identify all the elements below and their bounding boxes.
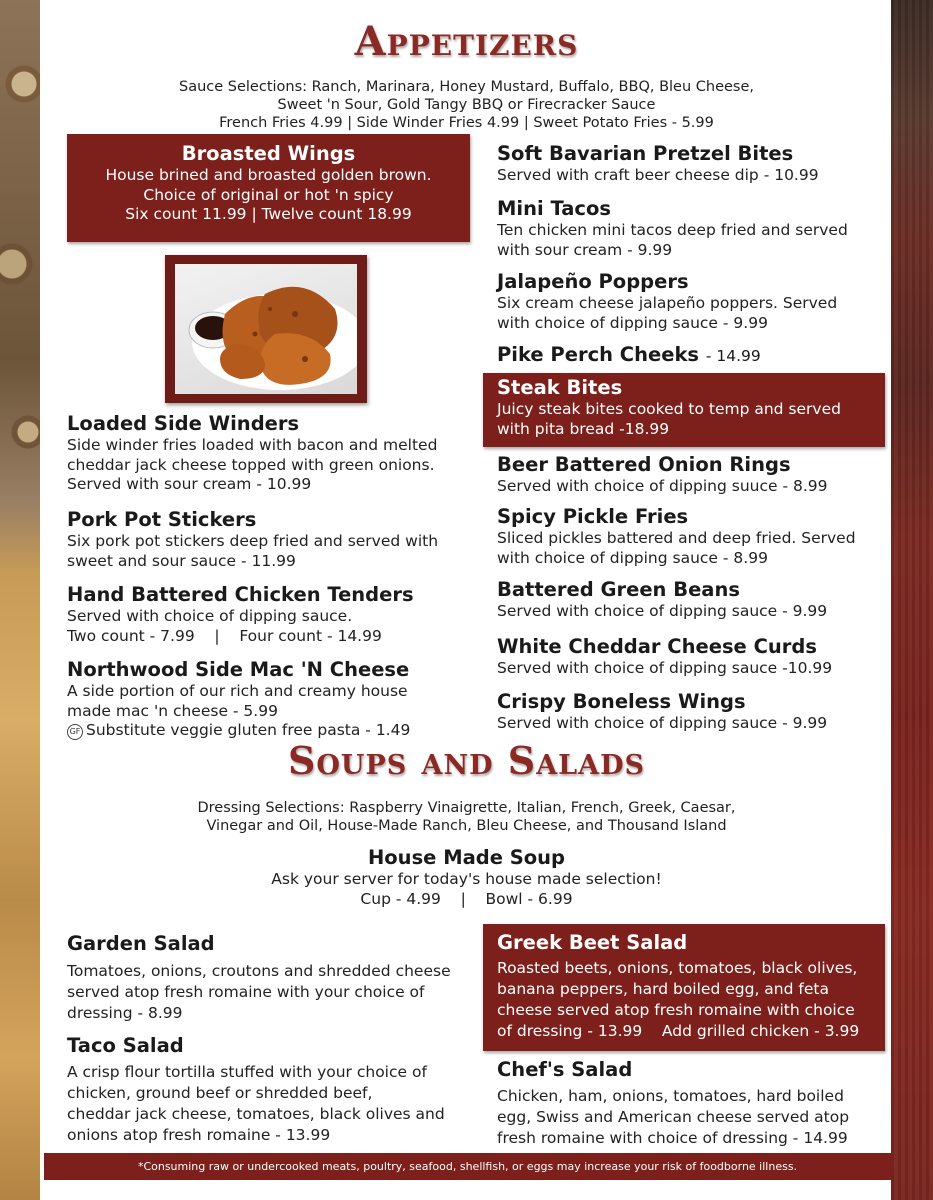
chicken-wings-image [175, 264, 357, 394]
item-name: Battered Green Beans [497, 578, 740, 601]
dressing-selections-line2: Vinegar and Oil, House-Made Ranch, Bleu Cheese, and Thousand Island [206, 818, 727, 834]
item-name: Garden Salad [67, 932, 215, 955]
menu-item-mini-tacos: Mini Tacos Ten chicken mini tacos deep fried and served with sour cream - 9.99 [497, 197, 848, 259]
menu-item-pretzel-bites: Soft Bavarian Pretzel Bites Served with craft beer cheese dip - 10.99 [497, 142, 819, 184]
item-name: Pork Pot Stickers [67, 508, 257, 531]
item-price: - 14.99 [705, 347, 761, 365]
foodborne-illness-disclaimer: *Consuming raw or undercooked meats, poultry, seafood, shellfish, or eggs may increase your risk of foodborne illness. [137, 1160, 798, 1173]
featured-broasted-wings: Broasted Wings House brined and broasted golden brown. Choice of original or hot 'n spicy Six count 11.99 | Twelve count 18.99 [67, 134, 470, 242]
menu-item-side-mac-n-cheese: Northwood Side Mac 'N Cheese A side portion of our rich and creamy house made mac 'n cheese - 5.99 GF Substitute veggie gluten free pasta - 1.49 [67, 658, 411, 739]
item-name: Loaded Side Winders [67, 412, 300, 435]
menu-item-garden-salad: Garden Salad Tomatoes, onions, croutons and shredded cheese served atop fresh romaine with your choice of dressing - 8.99 [67, 932, 451, 1022]
menu-item-spicy-pickle-fries: Spicy Pickle Fries Sliced pickles battered and deep fried. Served with choice of dipping sauce - 8.99 [497, 505, 856, 567]
item-name: Broasted Wings [181, 142, 356, 165]
menu-page [42, 0, 891, 1200]
item-name: House Made Soup [367, 846, 566, 869]
item-name: Mini Tacos [497, 197, 611, 220]
menu-item-jalapeno-poppers: Jalapeño Poppers Six cream cheese jalapeño poppers. Served with choice of dipping sauce - 9.99 [497, 270, 838, 332]
menu-item-chefs-salad: Chef's Salad Chicken, ham, onions, tomatoes, hard boiled egg, Swiss and American cheese served atop fresh romaine with choice of dressing - 14.99 [497, 1058, 850, 1147]
sauce-label: Sauce Selections [178, 79, 303, 95]
menu-item-house-soup: House Made Soup Ask your server for today's house made selection! Cup - 4.99 | Bowl - 6.99 [42, 846, 891, 909]
menu-item-chicken-tenders: Hand Battered Chicken Tenders Served with choice of dipping sauce. Two count - 7.99 | Four count - 14.99 [67, 583, 414, 645]
item-name: Soft Bavarian Pretzel Bites [497, 142, 794, 165]
gluten-free-icon: GF [67, 724, 83, 740]
sauce-selections: Sauce Selections: Ranch, Marinara, Honey Mustard, Buffalo, BBQ, Bleu Cheese, [178, 79, 755, 95]
item-name: Jalapeño Poppers [497, 270, 689, 293]
item-name: Chef's Salad [497, 1058, 633, 1081]
wood-border-right [891, 0, 933, 1200]
menu-item-taco-salad: Taco Salad A crisp flour tortilla stuffed with your choice of chicken, ground beef or shredded beef, cheddar jack cheese, tomatoes, black olives and onions atop fresh romaine - 13.99 [67, 1034, 445, 1144]
footer-band [44, 1153, 891, 1180]
menu-item-pike-perch-cheeks [497, 343, 761, 368]
featured-steak-bites: Steak Bites Juicy steak bites cooked to temp and served with pita bread -18.99 [483, 373, 885, 447]
item-name: Spicy Pickle Fries [497, 505, 689, 528]
featured-greek-beet-salad: Greek Beet Salad Roasted beets, onions, tomatoes, black olives, banana peppers, hard boiled egg, and feta cheese served atop fresh romaine with choice of dressing - 13.99 Add grilled chicken - 3.99 [483, 924, 885, 1051]
menu-item-green-beans: Battered Green Beans Served with choice of dipping sauce - 9.99 [497, 578, 828, 620]
item-name: Greek Beet Salad [497, 931, 688, 954]
item-name: Taco Salad [67, 1034, 184, 1057]
menu-item-loaded-side-winders: Loaded Side Winders Side winder fries loaded with bacon and melted cheddar jack cheese topped with green onions. Served with sour cream - 10.99 [67, 412, 438, 493]
wings-photo-frame [165, 255, 367, 403]
item-name: Northwood Side Mac 'N Cheese [67, 658, 410, 681]
fries-prices: French Fries 4.99 | Side Winder Fries 4.99 | Sweet Potato Fries - 5.99 [219, 115, 714, 131]
item-name: Crispy Boneless Wings [497, 690, 746, 713]
menu-item-boneless-wings: Crispy Boneless Wings Served with choice of dipping sauce - 9.99 [497, 690, 828, 732]
menu-item-cheese-curds: White Cheddar Cheese Curds Served with choice of dipping sauce -10.99 [497, 635, 833, 677]
menu-item-onion-rings: Beer Battered Onion Rings Served with choice of dipping suuce - 8.99 [497, 453, 828, 495]
item-name: Beer Battered Onion Rings [497, 453, 791, 476]
item-name: White Cheddar Cheese Curds [497, 635, 817, 658]
dressing-selections: Dressing Selections: Raspberry Vinaigrette, Italian, French, Greek, Caesar, [197, 800, 736, 816]
dressing-label: Dressing Selections [197, 800, 340, 816]
soups-salads-title: Soups and Salads [287, 738, 646, 783]
sauce-selections-line2: Sweet 'n Sour, Gold Tangy BBQ or Firecracker Sauce [277, 97, 656, 113]
appetizers-title: Appetizers [354, 18, 579, 65]
wood-border-left [0, 0, 40, 1200]
item-name: Pike Perch Cheeks [497, 343, 700, 366]
item-name: Steak Bites [497, 376, 623, 399]
item-name: Hand Battered Chicken Tenders [67, 583, 414, 606]
wings-photo [175, 264, 357, 394]
menu-item-pork-pot-stickers: Pork Pot Stickers Six pork pot stickers deep fried and served with sweet and sour sauce - 11.99 [67, 508, 439, 570]
